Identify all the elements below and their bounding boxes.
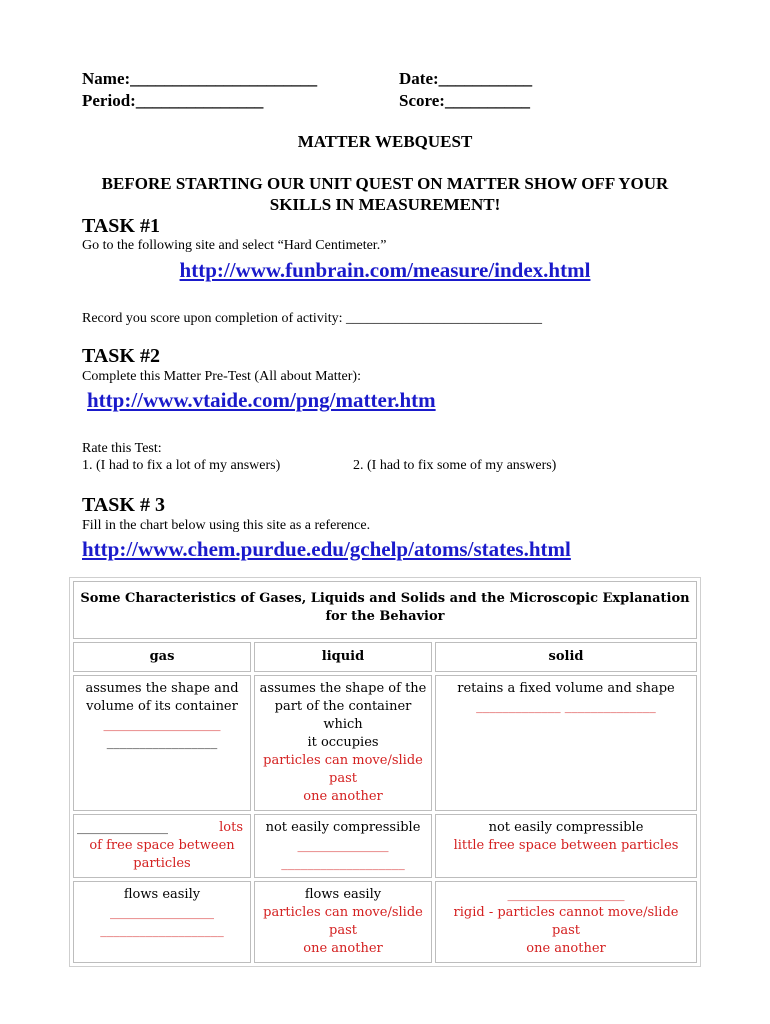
answer-blank: ___________________ (281, 856, 405, 871)
cell-liquid-row1 (254, 675, 432, 811)
answer-text: one another (303, 789, 383, 804)
answer-text: one another (526, 941, 606, 956)
cell-solid-row2 (435, 814, 697, 878)
rate-option-2: 2. (I had to fix some of my answers) (353, 458, 557, 473)
column-header-gas: gas (73, 642, 251, 672)
answer-text: particles can move/slide past (263, 753, 423, 786)
cell-text: it occupies (307, 735, 379, 750)
cell-text: assumes the shape of the (259, 681, 427, 696)
answer-text: one another (303, 941, 383, 956)
answer-blank: _____________ ______________ (476, 699, 656, 714)
cell-text: not easily compressible (265, 820, 421, 835)
answer-text: particles (133, 856, 191, 871)
task2-heading: TASK #2 (82, 345, 160, 367)
intro-line-2: SKILLS IN MEASUREMENT! (269, 195, 501, 214)
cell-text: flows easily (304, 887, 382, 902)
cell-liquid-row2 (254, 814, 432, 878)
period-field: Period:_______________ (82, 91, 264, 110)
cell-gas-row1 (73, 675, 251, 811)
answer-text: lots (219, 820, 243, 835)
task1-text: Go to the following site and select “Hard Centimeter.” (82, 238, 387, 253)
cell-line (77, 819, 247, 837)
chart-title: Some Characteristics of Gases, Liquids and Solids and the Microscopic Explanation for the Behavior (73, 581, 697, 639)
answer-text: rigid - particles cannot move/slide past (453, 905, 679, 938)
cell-solid-row1 (435, 675, 697, 811)
states-chart (69, 577, 701, 967)
intro-line-1: BEFORE STARTING OUR UNIT QUEST ON MATTER SHOW OFF YOUR (101, 174, 669, 193)
cell-gas-row2 (73, 814, 251, 878)
task3-link[interactable]: http://www.chem.purdue.edu/gchelp/atoms/states.html (82, 537, 571, 561)
task2-text: Complete this Matter Pre-Test (All about Matter): (82, 369, 361, 384)
rate-option-1: 1. (I had to fix a lot of my answers) (82, 458, 281, 473)
answer-blank: _________________ (106, 735, 218, 750)
task1-link[interactable]: http://www.funbrain.com/measure/index.html (179, 258, 591, 282)
cell-text: flows easily (123, 887, 201, 902)
column-header-liquid: liquid (254, 642, 432, 672)
cell-gas-row3 (73, 881, 251, 963)
task2-link[interactable]: http://www.vtaide.com/png/matter.htm (87, 388, 436, 412)
task1-record: Record you score upon completion of activity: ____________________________ (82, 311, 542, 326)
answer-blank: __________________ (103, 717, 221, 732)
cell-solid-row3 (435, 881, 697, 963)
column-header-solid: solid (435, 642, 697, 672)
date-field: Date:___________ (399, 69, 533, 88)
cell-liquid-row3 (254, 881, 432, 963)
page-title: MATTER WEBQUEST (297, 132, 473, 151)
answer-blank: ________________ (110, 905, 214, 920)
task3-heading: TASK # 3 (82, 494, 165, 516)
answer-text: little free space between particles (453, 838, 679, 853)
cell-text: part of the container which (274, 699, 412, 732)
task1-heading: TASK #1 (82, 215, 160, 237)
cell-text: retains a fixed volume and shape (457, 681, 675, 696)
cell-text: not easily compressible (488, 820, 644, 835)
name-field: Name:______________________ (82, 69, 318, 88)
answer-blank: __________________ (507, 887, 625, 902)
answer-blank: ___________________ (100, 923, 224, 938)
score-field: Score:__________ (399, 91, 530, 110)
answer-blank: ______________ (297, 838, 389, 853)
cell-text: volume of its container (86, 699, 238, 714)
rate-label: Rate this Test: (82, 441, 162, 456)
task3-text: Fill in the chart below using this site as a reference. (82, 518, 371, 533)
answer-blank: ______________ (77, 820, 168, 835)
answer-text: particles can move/slide past (263, 905, 423, 938)
cell-text: assumes the shape and (85, 681, 239, 696)
answer-text: of free space between (89, 838, 235, 853)
